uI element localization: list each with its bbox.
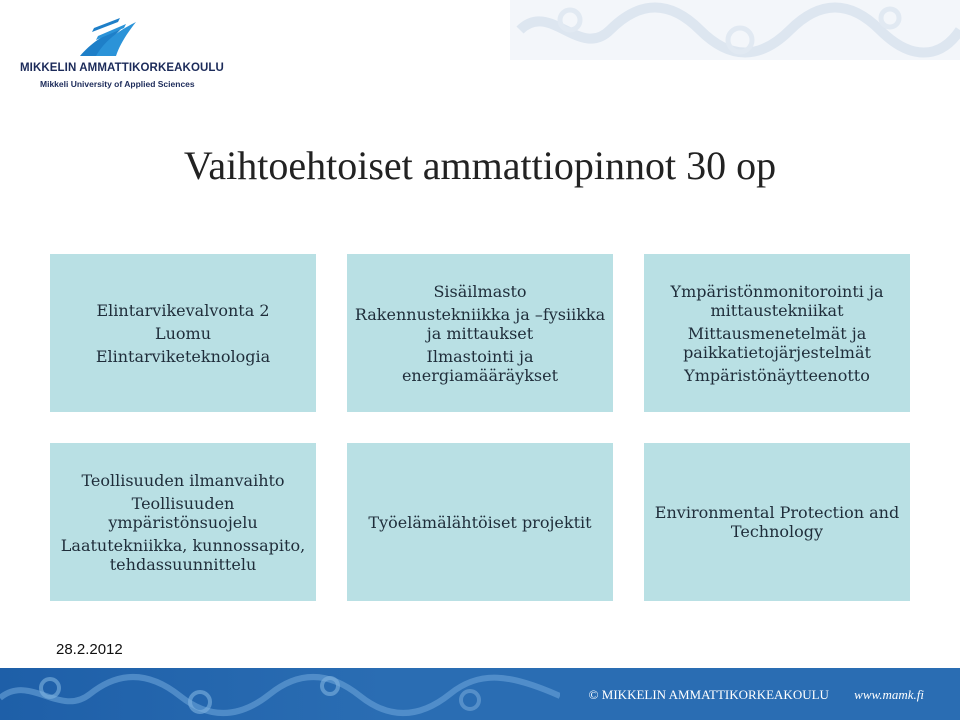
course-box-food [50,254,316,412]
logo-wave-icon [76,16,140,60]
box-line: Teollisuuden ilmanvaihto [81,470,285,490]
logo-name: MIKKELIN AMMATTIKORKEAKOULU [20,62,224,74]
box-line: Työelämälähtöiset projektit [368,512,592,532]
course-box-industry [50,443,316,601]
footer-bar [0,668,960,720]
footer-ornament-icon [0,668,560,720]
footer-copyright: © MIKKELIN AMMATTIKORKEAKOULU [588,687,829,702]
footer-url[interactable]: www.mamk.fi [854,687,924,702]
box-line: Environmental Protection and Technology [654,503,900,541]
box-line: Ympäristönäytteenotto [684,365,870,385]
course-box-monitoring [644,254,910,412]
course-box-indoor-air [347,254,613,412]
box-line: Laatutekniikka, kunnossapito, tehdassuunnittelu [60,535,306,574]
logo-subtitle: Mikkeli University of Applied Sciences [40,79,195,89]
footer-text [589,687,924,703]
top-ornament-icon [510,0,960,60]
box-line: Rakennustekniikka ja –fysiikka ja mittaukset [354,304,606,343]
school-logo [18,16,224,96]
course-box-projects [347,443,613,601]
box-line: Ilmastointi ja energiamääräykset [401,346,559,385]
course-box-environmental [644,443,910,601]
box-line: Mittausmenetelmät ja paikkatietojärjestelmät [683,323,871,362]
box-line: Elintarvikevalvonta 2 [96,300,270,320]
box-line: Sisäilmasto [433,281,527,301]
slide-date: 28.2.2012 [56,641,123,658]
box-line: Elintarviketeknologia [95,346,271,366]
box-line: Luomu [154,323,212,343]
box-line: Ympäristönmonitorointi ja mittaustekniikat [670,281,884,320]
box-line: Teollisuuden ympäristönsuojelu [108,493,258,532]
slide-title: Vaihtoehtoiset ammattiopinnot 30 op [183,143,777,188]
